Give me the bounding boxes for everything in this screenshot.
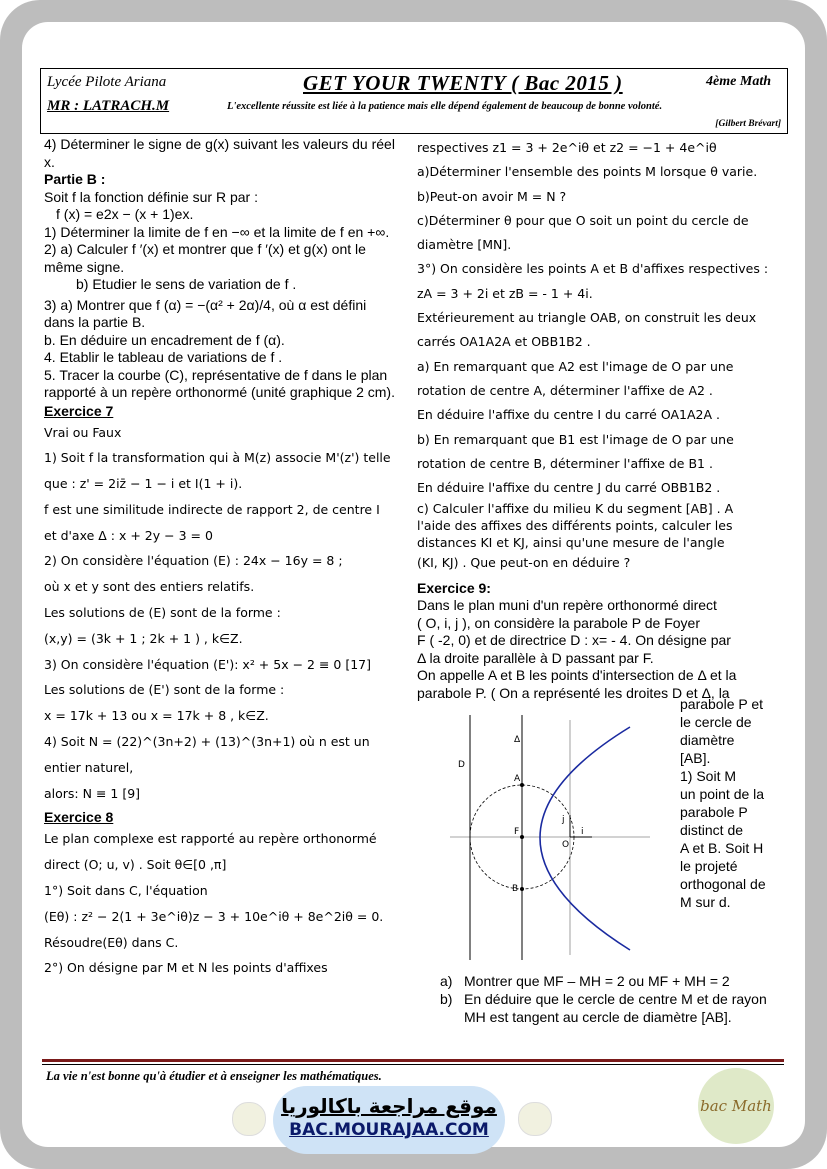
- wrap-line: 1) Soit M: [680, 768, 737, 784]
- b-label: B: [512, 884, 519, 894]
- wrap-line: diamètre: [680, 732, 735, 748]
- ex8-cont-line: zA = 3 + 2i et zB = - 1 + 4i.: [417, 285, 593, 301]
- site-arabic-name: موقع مراجعة باكالوريا: [281, 1094, 497, 1118]
- site-url-link[interactable]: BAC.MOURAJAA.COM: [289, 1120, 489, 1140]
- exercise-8-continued: [417, 136, 785, 576]
- exercise-9-title: Exercice 9:: [417, 579, 491, 596]
- ex8-cont-line: En déduire l'affixe du centre I du carré OA1A2A .: [417, 407, 720, 423]
- ex8-cont-line: l'aide des affixes des différents points, calculer les: [417, 518, 733, 534]
- ex8-cont-line: c)Déterminer θ pour que O soit un point du cercle de: [417, 212, 749, 228]
- question-b: b. En déduire un encadrement de f (α).: [44, 331, 285, 348]
- ex9-wrap-text: [680, 695, 790, 911]
- ex9-line: F ( -2, 0) et de directrice D : x= - 4. On désigne par: [417, 632, 731, 649]
- ex8-cont-line: carrés OA1A2A et OBB1B2 .: [417, 334, 591, 350]
- ex8-cont-line: 3°) On considère les points A et B d'affixes respectives :: [417, 261, 769, 277]
- left-badge-icon: [232, 1102, 266, 1136]
- right-column: [417, 136, 785, 702]
- ex7-line: Les solutions de (E) sont de la forme :: [44, 605, 281, 621]
- ex8-line: (Eθ) : z² − 2(1 + 3e^iθ)z − 3 + 10e^iθ + 8e^2iθ = 0.: [44, 908, 384, 924]
- delta-label: Δ: [514, 735, 521, 745]
- wrap-line: le projeté: [680, 858, 738, 874]
- ex9-question-b: [440, 990, 780, 1026]
- ex8-line: direct (O; u, v) . Soit θ∈[0 ,π]: [44, 857, 227, 873]
- question-2a: 2) a) Calculer f ′(x) et montrer que f ′(x) et g(x) ont le même signe.: [44, 241, 366, 275]
- ex7-line: alors: N ≡ 1 [9]: [44, 785, 141, 801]
- school-name: Lycée Pilote Ariana: [47, 74, 167, 90]
- wrap-line: parabole P: [680, 804, 748, 820]
- ex7-line: 3) On considère l'équation (E'): x² + 5x − 2 ≡ 0 [17]: [44, 656, 371, 672]
- ex8-cont-line: rotation de centre B, déterminer l'affixe de B1 .: [417, 455, 713, 471]
- ex7-line: 1) Soit f la transformation qui à M(z) associe M'(z') telle: [44, 450, 391, 466]
- function-intro: Soit f la fonction définie sur R par :: [44, 188, 258, 205]
- question-5: 5. Tracer la courbe (C), représentative de f dans le plan rapporté à un repère orthonormé (unité graphique 2 cm).: [44, 366, 395, 400]
- wrap-line: un point de la: [680, 786, 765, 802]
- site-banner[interactable]: [273, 1086, 505, 1154]
- a-label: A: [514, 774, 521, 784]
- ex9-line: Dans le plan muni d'un repère orthonormé direct: [417, 597, 717, 614]
- ex7-line: et d'axe Δ : x + 2y − 3 = 0: [44, 527, 213, 543]
- header-box: [40, 68, 788, 134]
- wrap-line: orthogonal de: [680, 876, 766, 892]
- d-label: D: [458, 760, 465, 770]
- ex8-line: 2°) On désigne par M et N les points d'affixes: [44, 960, 328, 976]
- point-b: [520, 887, 524, 891]
- ex7-line: 4) Soit N = (22)^(3n+2) + (13)^(3n+1) où n est un entier naturel,: [44, 734, 370, 775]
- point-a: [520, 783, 524, 787]
- footer-rule-thin: [42, 1064, 784, 1065]
- wrap-line: le cercle de: [680, 714, 752, 730]
- ex8-line: Résoudre(Eθ) dans C.: [44, 934, 179, 950]
- wrap-line: M sur d.: [680, 894, 731, 910]
- ex8-cont-line: (KI, KJ) . Que peut-on en déduire ?: [417, 555, 631, 571]
- ex7-line: où x et y sont des entiers relatifs.: [44, 579, 255, 595]
- ex9-line: On appelle A et B les points d'intersection de Δ et la: [417, 667, 737, 684]
- exercise-7-title: Exercice 7: [44, 402, 114, 419]
- question-3a: 3) a) Montrer que f (α) = −(α² + 2α)/4, où α est défini dans la partie B.: [44, 296, 367, 330]
- header-quote: L'excellente réussite est liée à la patience mais elle dépend également de beaucoup de bonne volonté.: [227, 101, 663, 112]
- exercise-8-body: [44, 826, 399, 981]
- ex9-line: parabole P. ( On a représenté les droites D et Δ, la: [417, 684, 730, 701]
- quote-author: [Gilbert Brévart]: [715, 119, 781, 129]
- j-label: j: [562, 815, 565, 825]
- ex7-line: 2) On considère l'équation (E) : 24x − 16y = 8 ;: [44, 553, 343, 569]
- point-f: [520, 835, 524, 839]
- left-column: [44, 136, 399, 981]
- ex8-cont-line: b) En remarquant que B1 est l'image de O par une: [417, 431, 734, 447]
- question-4: 4) Déterminer le signe de g(x) suivant les valeurs du réel x.: [44, 136, 395, 170]
- question-2b: b) Etudier le sens de variation de f .: [76, 276, 297, 292]
- page-title: GET YOUR TWENTY ( Bac 2015 ): [303, 71, 623, 95]
- ex7-line: Vrai ou Faux: [44, 424, 122, 440]
- ex9-question-a: [440, 972, 780, 990]
- question-4b: 4. Etablir le tableau de variations de f .: [44, 349, 283, 365]
- ex8-line: Le plan complexe est rapporté au repère orthonormé: [44, 831, 377, 847]
- ex8-cont-line: Extérieurement au triangle OAB, on construit les deux: [417, 310, 757, 326]
- question-label: b): [440, 991, 453, 1007]
- ex9-line: ( O, i, j ), on considère la parabole P de Foyer: [417, 614, 700, 631]
- exercise-7-body: [44, 420, 399, 807]
- ex8-cont-line: c) Calculer l'affixe du milieu K du segment [AB] . A: [417, 501, 734, 517]
- ex8-line: 1°) Soit dans C, l'équation: [44, 883, 208, 899]
- ex8-cont-line: rotation de centre A, déterminer l'affixe de A2 .: [417, 382, 713, 398]
- function-def: f (x) = e2x − (x + 1)ex.: [56, 206, 194, 222]
- wrap-line: distinct de: [680, 822, 744, 838]
- level-label: 4ème Math: [706, 74, 771, 89]
- ex9-line: Δ la droite parallèle à D passant par F.: [417, 649, 654, 666]
- ex7-line: que : z' = 2iz̄ − 1 − i et I(1 + i).: [44, 476, 243, 492]
- parabola-curve: [540, 727, 630, 950]
- ex7-line: Les solutions de (E') sont de la forme :: [44, 682, 285, 698]
- o-label: O: [562, 840, 570, 850]
- exercise-8-title: Exercice 8: [44, 809, 114, 826]
- ex8-cont-line: a) En remarquant que A2 est l'image de O par une: [417, 358, 734, 374]
- ex8-cont-line: respectives z1 = 3 + 2e^iθ et z2 = −1 + 4e^iθ: [417, 140, 717, 155]
- ex9-questions: [440, 972, 780, 1026]
- question-1: 1) Déterminer la limite de f en −∞ et la limite de f en +∞.: [44, 223, 390, 240]
- ex8-cont-line: distances KI et KJ, ainsi qu'une mesure de l'angle: [417, 535, 725, 551]
- question-text: Montrer que MF – MH = 2 ou MF + MH = 2: [464, 973, 730, 989]
- footer-rule: [42, 1059, 784, 1062]
- ex7-line: (x,y) = (3k + 1 ; 2k + 1 ) , k∈Z.: [44, 630, 243, 646]
- i-label: i: [581, 827, 584, 837]
- parabola-graph: [450, 715, 650, 960]
- ex7-line: x = 17k + 13 ou x = 17k + 8 , k∈Z.: [44, 708, 269, 724]
- ex8-cont-line: b)Peut-on avoir M = N ?: [417, 188, 567, 204]
- bac-math-logo: bac Math: [698, 1068, 774, 1144]
- ex8-cont-line: a)Déterminer l'ensemble des points M lorsque θ varie.: [417, 164, 758, 180]
- teacher-name: MR : LATRACH.M: [47, 98, 170, 114]
- wrap-line: parabole P et: [680, 696, 764, 712]
- partie-b-title: Partie B :: [44, 171, 106, 187]
- wrap-line: [AB].: [680, 750, 711, 766]
- question-text: En déduire que le cercle de centre M et de rayon MH est tangent au cercle de diamètre [AB].: [464, 991, 767, 1025]
- ex8-cont-line: diamètre [MN].: [417, 237, 512, 253]
- question-label: a): [440, 973, 453, 989]
- wrap-line: A et B. Soit H: [680, 840, 764, 856]
- right-badge-icon: [518, 1102, 552, 1136]
- ex8-cont-line: En déduire l'affixe du centre J du carré OBB1B2 .: [417, 480, 721, 496]
- footer-quote: La vie n'est bonne qu'à étudier et à enseigner les mathématiques.: [46, 1069, 382, 1083]
- f-label: F: [514, 827, 520, 837]
- ex7-line: f est une similitude indirecte de rapport 2, de centre I: [44, 501, 380, 517]
